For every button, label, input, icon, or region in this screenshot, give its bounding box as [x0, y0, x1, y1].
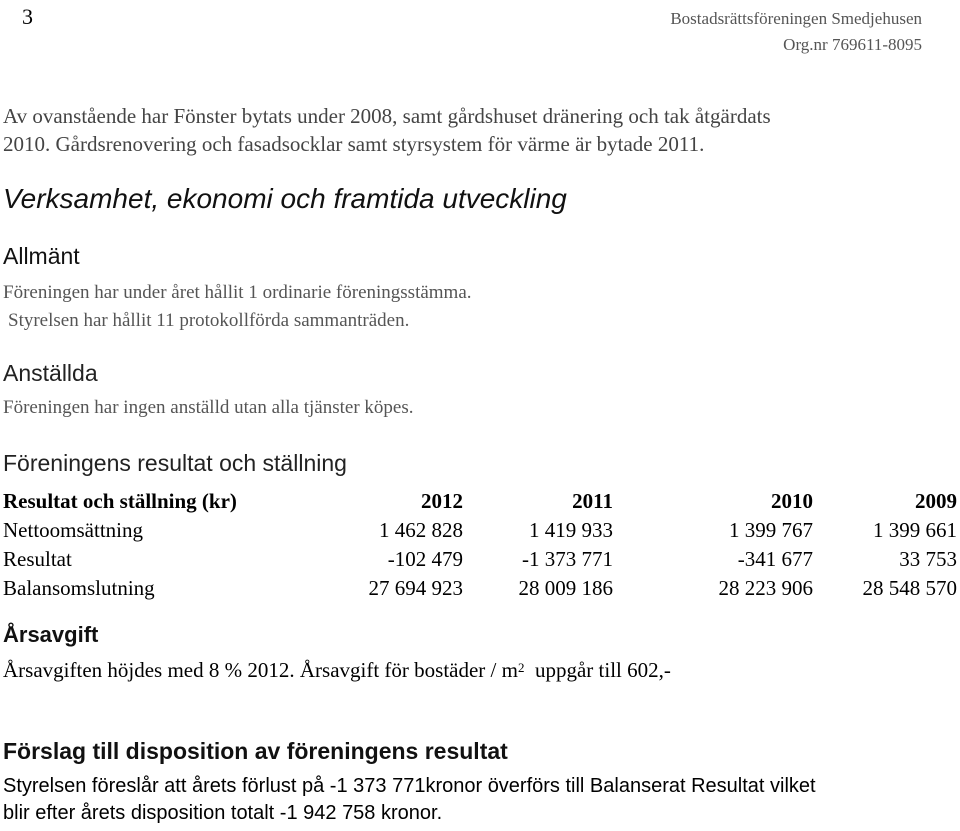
table-header-label: Resultat och ställning (kr) [3, 489, 237, 513]
table-row [3, 545, 957, 574]
table-cell: 28 009 186 [518, 576, 613, 600]
table-cell: 28 223 906 [718, 576, 813, 600]
org-name: Bostadsrättsföreningen Smedjehusen [670, 9, 922, 28]
intro-line-2: 2010. Gårdsrenovering och fasadsocklar samt styrsystem för värme är bytade 2011. [3, 132, 705, 156]
arsavgift-superscript: 2 [517, 660, 525, 675]
table-header-row [3, 487, 957, 516]
row-label: Balansomslutning [3, 576, 155, 600]
row-label: Nettoomsättning [3, 518, 143, 542]
financial-table [3, 487, 957, 603]
allmant-line-1: Föreningen har under året hållit 1 ordinarie föreningsstämma. [3, 282, 472, 303]
table-cell: -341 677 [737, 547, 813, 571]
table-cell: 27 694 923 [368, 576, 463, 600]
heading-arsavgift: Årsavgift [3, 622, 99, 647]
table-cell: -102 479 [387, 547, 463, 571]
year-header: 2012 [421, 489, 463, 513]
section-title-verksamhet: Verksamhet, ekonomi och framtida utveckling [3, 183, 567, 214]
arsavgift-text-after: uppgår till 602,- [534, 658, 671, 682]
org-number: Org.nr 769611-8095 [783, 35, 922, 54]
anstallda-line-1: Föreningen har ingen anställd utan alla tjänster köpes. [3, 397, 414, 418]
heading-allmant: Allmänt [3, 243, 80, 269]
forslag-line-2: blir efter årets disposition totalt -1 942 758 kronor. [3, 802, 443, 824]
table-cell: -1 373 771 [522, 547, 613, 571]
table-cell: 1 419 933 [529, 518, 613, 542]
table-row [3, 574, 957, 603]
intro-line-1: Av ovanstående har Fönster bytats under 2008, samt gårdshuset dränering och tak åtgärdats [3, 104, 771, 128]
table-cell: 33 753 [899, 547, 957, 571]
year-header: 2009 [915, 489, 957, 513]
table-cell: 1 399 661 [873, 518, 957, 542]
row-label: Resultat [3, 547, 72, 571]
table-row [3, 516, 957, 545]
heading-resultat: Föreningens resultat och ställning [3, 450, 347, 476]
arsavgift-text [3, 658, 671, 683]
page-number: 3 [22, 4, 33, 29]
table-cell: 1 462 828 [379, 518, 463, 542]
heading-forslag: Förslag till disposition av föreningens resultat [3, 738, 508, 764]
forslag-line-1: Styrelsen föreslår att årets förlust på -1 373 771kronor överförs till Balanserat Resultat vilket [3, 775, 816, 797]
table-cell: 28 548 570 [862, 576, 957, 600]
heading-anstallda: Anställda [3, 360, 98, 386]
year-header: 2010 [771, 489, 813, 513]
table-cell: 1 399 767 [729, 518, 813, 542]
allmant-line-2: Styrelsen har hållit 11 protokollförda sammanträden. [8, 310, 410, 331]
year-header: 2011 [572, 489, 613, 513]
arsavgift-text-before: Årsavgiften höjdes med 8 % 2012. Årsavgift för bostäder / m [3, 658, 518, 682]
org-header [670, 6, 922, 58]
